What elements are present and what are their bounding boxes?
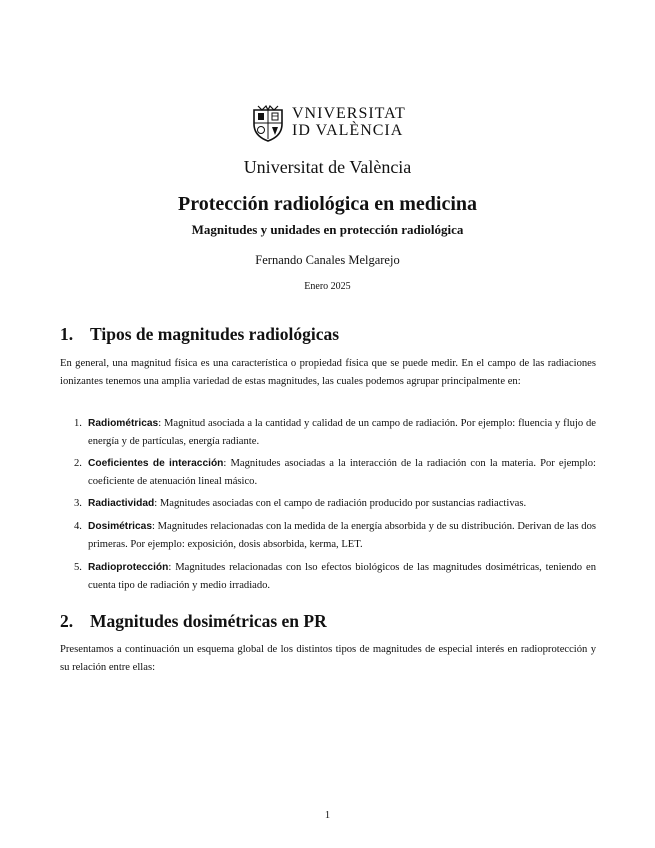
list-item-number: 3. — [74, 498, 82, 509]
list-item-number: 1. — [74, 418, 82, 429]
list-item-term: Dosimétricas — [88, 521, 152, 532]
author-name: Fernando Canales Melgarejo — [255, 253, 400, 267]
list-item-number: 2. — [74, 458, 82, 469]
list-item-term: Radioprotección — [88, 562, 169, 573]
page-number: 1 — [324, 810, 331, 821]
section-intro-paragraph: Presentamos a continuación un esquema global de los distintos tipos de magnitudes de especial interés en radioprotección y su relación entre ellas: — [60, 644, 596, 673]
list-item-text: : Magnitudes asociadas a la interacción de la radiación con la materia. Por ejemplo: coeficiente de atenuación lineal másico. — [88, 458, 596, 487]
section-heading — [60, 611, 327, 632]
list-item-number: 4. — [74, 521, 82, 532]
section-number: 1. — [60, 324, 74, 344]
list-item — [74, 495, 596, 513]
list-item-text: : Magnitudes relacionadas con la medida de la energía absorbida y de su distribución. Derivan de las dos primeras. Por ejemplo: exposición, dosis absorbida, kerma, LET. — [88, 521, 596, 550]
logo-wordmark-line2: ID VALÈNCIA — [292, 122, 404, 139]
section-title: Tipos de magnitudes radiológicas — [90, 324, 340, 344]
list-item — [74, 559, 596, 595]
list-item-term: Radiactividad — [88, 498, 155, 509]
section-heading — [60, 324, 339, 345]
document-subtitle: Magnitudes y unidades en protección radiológica — [191, 222, 464, 237]
list-item — [74, 415, 596, 451]
document-date: Enero 2025 — [304, 281, 351, 292]
section-intro-paragraph: En general, una magnitud física es una característica o propiedad física que se puede medir. En el campo de las radiaciones ionizantes tenemos una amplia variedad de estas magnitudes, las cuales podemos agrupar principalmente en: — [60, 358, 596, 387]
document-title: Protección radiológica en medicina — [177, 193, 478, 215]
list-item-number: 5. — [74, 562, 82, 573]
university-crest-icon — [250, 104, 286, 142]
list-item-term: Radiométricas — [88, 418, 159, 429]
logo-wordmark — [292, 105, 406, 139]
section-number: 2. — [60, 611, 74, 631]
logo-wordmark-line1: VNIVERSITAT — [292, 105, 406, 122]
university-logo — [250, 104, 404, 142]
list-item-text: : Magnitud asociada a la cantidad y calidad de un campo de radiación. Por ejemplo: fluencia y flujo de energía y de partículas, energía radiante. — [88, 418, 596, 447]
list-item-text: : Magnitudes asociadas con el campo de radiación producido por sustancias radiactivas. — [154, 498, 527, 509]
section-title: Magnitudes dosimétricas en PR — [90, 611, 327, 631]
list-item — [74, 518, 596, 554]
list-item-text: : Magnitudes relacionadas con lso efectos biológicos de las magnitudes dosimétricas, teniendo en cuenta tipo de radiación y medio irradiado. — [88, 562, 596, 591]
university-name: Universitat de València — [243, 157, 412, 177]
list-item — [74, 455, 596, 491]
list-item-term: Coeficientes de interacción — [88, 458, 224, 469]
